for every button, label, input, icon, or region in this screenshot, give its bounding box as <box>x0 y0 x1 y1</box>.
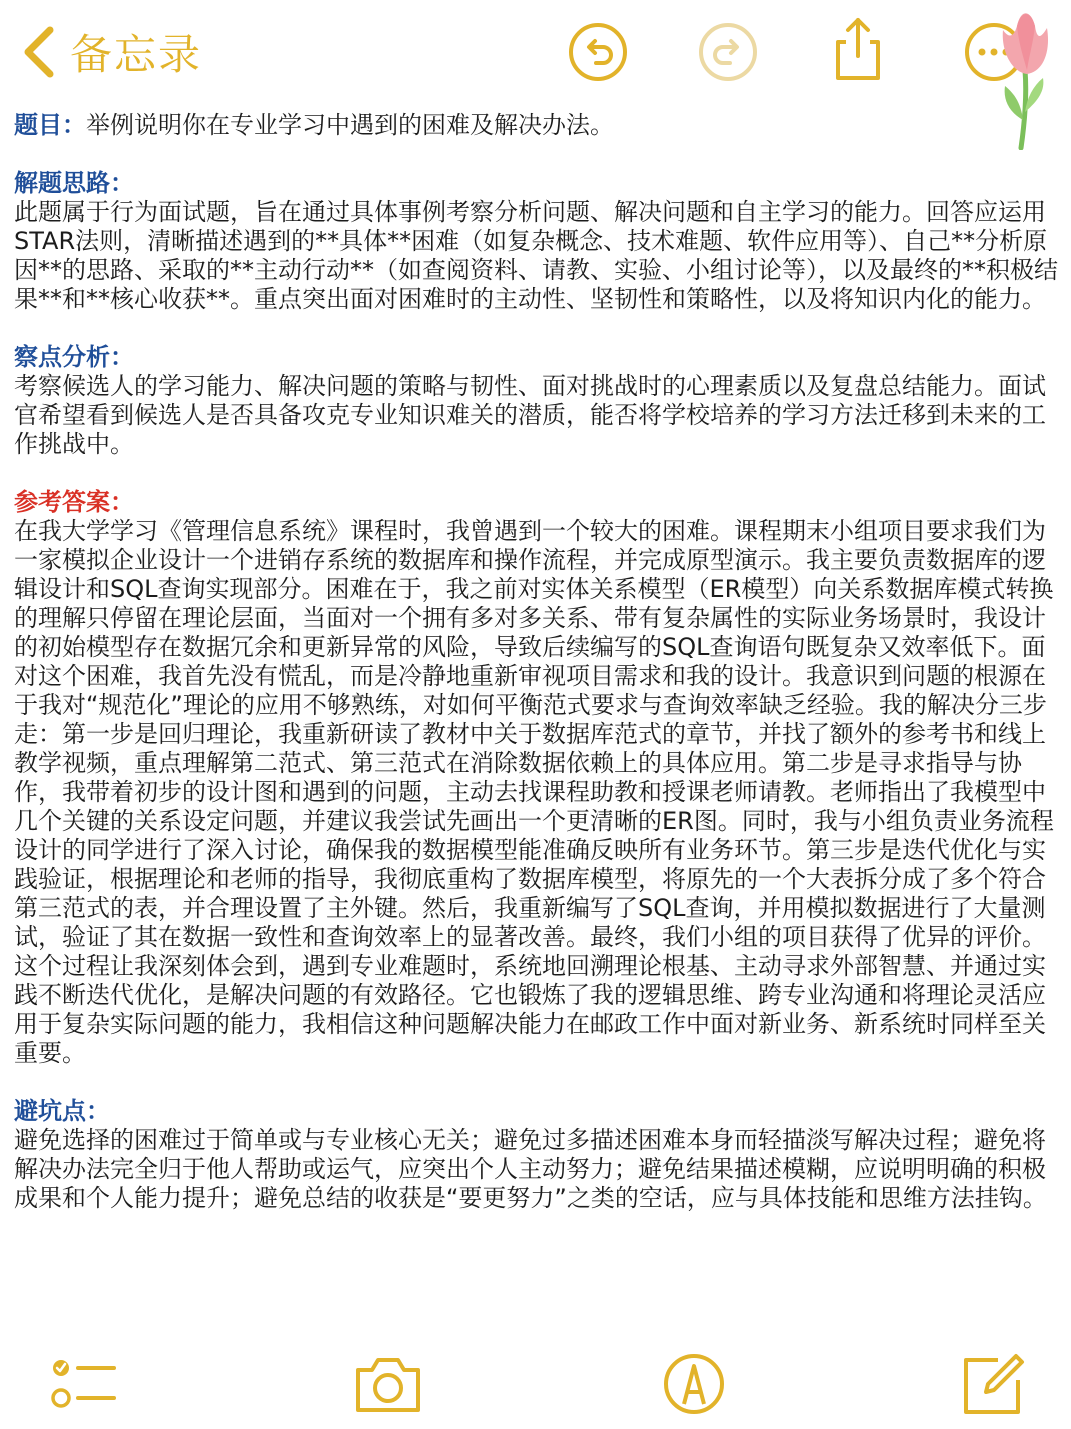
compose-button[interactable] <box>958 1352 1030 1416</box>
question-text: 举例说明你在专业学习中遇到的困难及解决办法。 <box>86 111 614 139</box>
answer-label: 参考答案： <box>14 488 134 516</box>
answer-section <box>14 488 1058 1068</box>
pitfalls-section <box>14 1097 1058 1213</box>
analysis-text: 考察候选人的学习能力、解决问题的策略与韧性、面对挑战时的心理素质以及复盘总结能力。面试官希望看到候选人是否具备攻克专业知识难关的潜质，能否将学校培养的学习方法迁移到未来的工作挑战中。 <box>14 372 1046 458</box>
back-label: 备忘录 <box>70 30 203 79</box>
undo-button[interactable] <box>566 20 630 84</box>
question-label: 题目： <box>14 111 86 139</box>
share-icon <box>826 14 890 84</box>
checklist-icon <box>46 1352 118 1416</box>
camera-icon <box>352 1352 424 1416</box>
analysis-label: 察点分析： <box>14 343 134 371</box>
note-body[interactable] <box>14 111 1058 1242</box>
approach-text: 此题属于行为面试题，旨在通过具体事例考察分析问题、解决问题和自主学习的能力。回答应运用STAR法则，清晰描述遇到的**具体**困难（如复杂概念、技术难题、软件应用等）、自己**分析原因**的思路、采取的**主动行动**（如查阅资料、请教、实验、小组讨论等），以及最终的**积极结果**和**核心收获**。重点突出面对困难时的主动性、坚韧性和策略性，以及将知识内化的能力。 <box>14 198 1058 313</box>
markup-pen-icon <box>658 1352 730 1416</box>
pitfalls-label: 避坑点： <box>14 1097 110 1125</box>
bottom-toolbar <box>0 1334 1071 1429</box>
compose-icon <box>958 1352 1030 1416</box>
back-button[interactable] <box>18 20 202 84</box>
share-button[interactable] <box>826 14 890 78</box>
undo-icon <box>566 20 630 84</box>
top-toolbar <box>0 0 1071 105</box>
checklist-button[interactable] <box>46 1352 118 1416</box>
answer-text: 在我大学学习《管理信息系统》课程时，我曾遇到一个较大的困难。课程期末小组项目要求我们为一家模拟企业设计一个进销存系统的数据库和操作流程，并完成原型演示。我主要负责数据库的逻辑设计和SQL查询实现部分。困难在于，我之前对实体关系模型（ER模型）向关系数据库模式转换的理解只停留在理论层面，当面对一个拥有多对多关系、带有复杂属性的实际业务场景时，我设计的初始模型存在数据冗余和更新异常的风险，导致后续编写的SQL查询语句既复杂又效率低下。面对这个困难，我首先没有慌乱，而是冷静地重新审视项目需求和我的设计。我意识到问题的根源在于我对“规范化”理论的应用不够熟练，对如何平衡范式要求与查询效率缺乏经验。我的解决分三步走：第一步是回归理论，我重新研读了教材中关于数据库范式的章节，并找了额外的参考书和线上教学视频，重点理解第二范式、第三范式在消除数据依赖上的具体应用。第二步是寻求指导与协作，我带着初步的设计图和遇到的问题，主动去找课程助教和授课老师请教。老师指出了我模型中几个关键的关系设定问题，并建议我尝试先画出一个更清晰的ER图。同时，我与小组负责业务流程设计的同学进行了深入讨论，确保我的数据模型能准确反映所有业务环节。第三步是迭代优化与实践验证，根据理论和老师的指导，我彻底重构了数据库模型，将原先的一个大表拆分成了多个符合第三范式的表，并合理设置了主外键。然后，我重新编写了SQL查询，并用模拟数据进行了大量测试，验证了其在数据一致性和查询效率上的显著改善。最终，我们小组的项目获得了优异的评价。这个过程让我深刻体会到，遇到专业难题时，系统地回溯理论根基、主动寻求外部智慧、并通过实践不断迭代优化，是解决问题的有效路径。它也锻炼了我的逻辑思维、跨专业沟通和将理论灵活应用于复杂实际问题的能力，我相信这种问题解决能力在邮政工作中面对新业务、新系统时同样至关重要。 <box>14 517 1054 1067</box>
analysis-section <box>14 343 1058 459</box>
approach-label: 解题思路： <box>14 169 134 197</box>
question-section <box>14 111 1058 140</box>
camera-button[interactable] <box>352 1352 424 1416</box>
redo-button[interactable] <box>696 20 760 84</box>
markup-button[interactable] <box>658 1352 730 1416</box>
pitfalls-text: 避免选择的困难过于简单或与专业核心无关；避免过多描述困难本身而轻描淡写解决过程；避免将解决办法完全归于他人帮助或运气，应突出个人主动努力；避免结果描述模糊，应说明明确的积极成果和个人能力提升；避免总结的收获是“要更努力”之类的空话，应与具体技能和思维方法挂钩。 <box>14 1126 1047 1212</box>
chevron-left-icon <box>18 24 58 80</box>
redo-icon <box>696 20 760 84</box>
approach-section <box>14 169 1058 314</box>
